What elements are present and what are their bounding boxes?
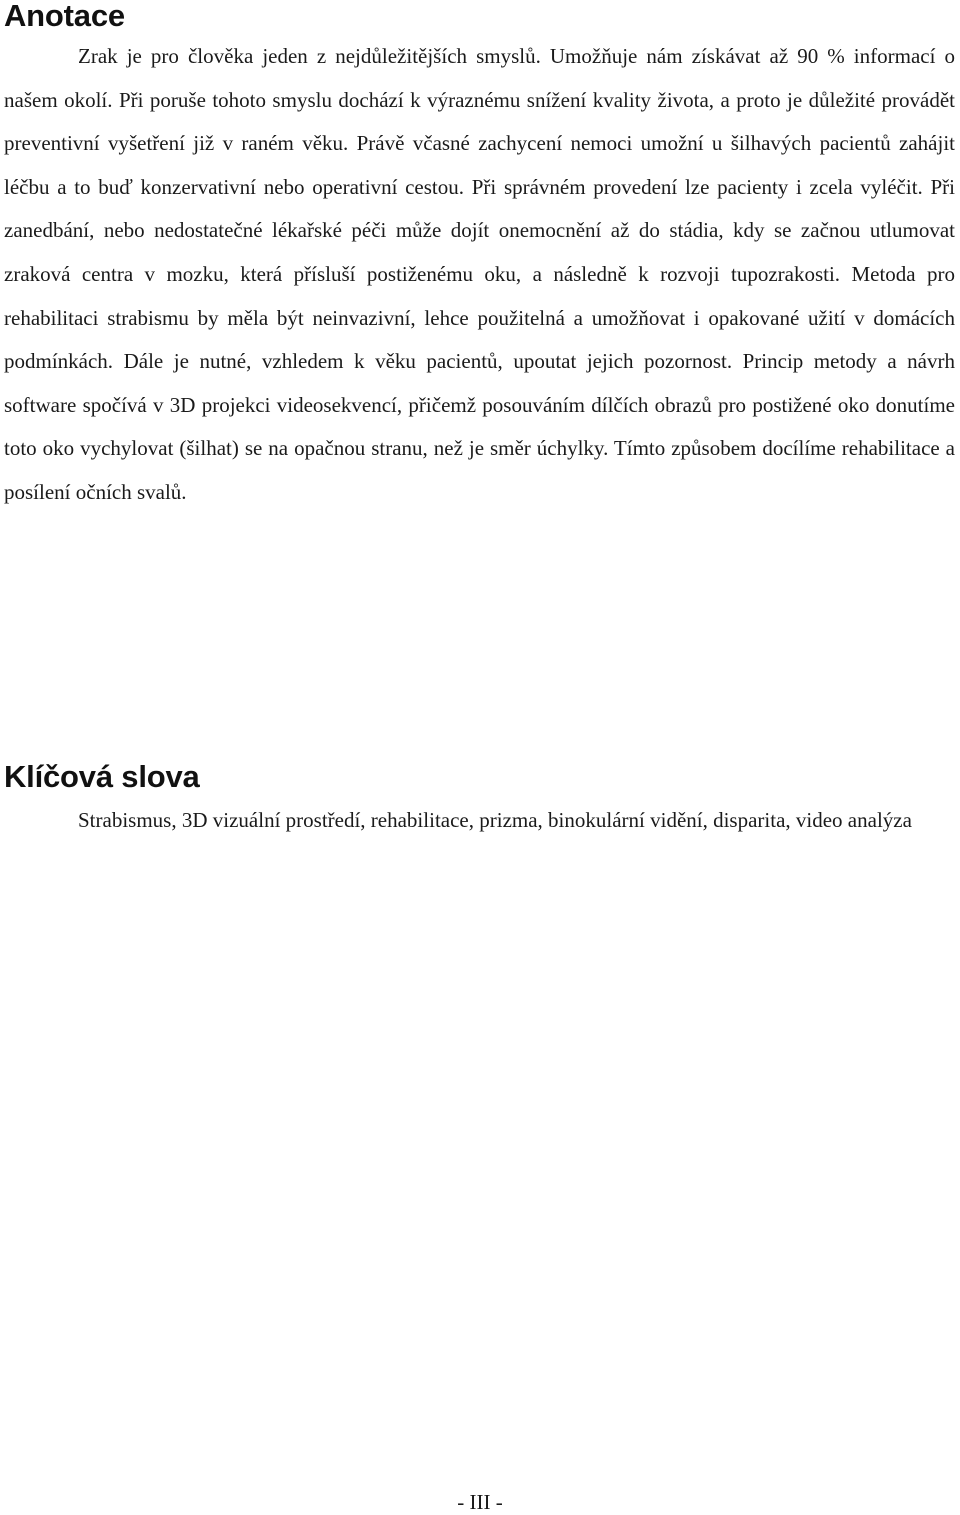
keywords-heading: Klíčová slova <box>4 759 200 794</box>
keywords-paragraph: Strabismus, 3D vizuální prostředí, rehabilitace, prizma, binokulární vidění, disparita, video analýza <box>78 808 912 832</box>
anotace-paragraph: Zrak je pro člověka jeden z nejdůležitějších smyslů. Umožňuje nám získávat až 90 % informací o našem okolí. Při poruše tohoto smyslu dochází k výraznému snížení kvality života, a proto je důležité provádět preventivní vyšetření již v raném věku. Právě včasné zachycení nemoci umožní u šilhavých pacientů zahájit léčbu a to buď konzervativní nebo operativní cestou. Při správném provedení lze pacienty i zcela vyléčit. Při zanedbání, nebo nedostatečné lékařské péči může dojít onemocnění až do stádia, kdy se začnou utlumovat zraková centra v mozku, která přísluší postiženému oku, a následně k rozvoji tupozrakosti. Metoda pro rehabilitaci strabismu by měla být neinvazivní, lehce použitelná a umožňovat i opakované užití v domácích podmínkách. Dále je nutné, vzhledem k věku pacientů, upoutat jejich pozornost. Princip metody a návrh software spočívá v 3D projekci videosekvencí, přičemž posouváním dílčích obrazů pro postižené oko donutíme toto oko vychylovat (šilhat) se na opačnou stranu, než je směr úchylky. Tímto způsobem docílíme rehabilitace a posílení očních svalů. <box>4 44 955 504</box>
page-number: - III - <box>457 1490 503 1514</box>
anotace-heading: Anotace <box>4 0 125 33</box>
